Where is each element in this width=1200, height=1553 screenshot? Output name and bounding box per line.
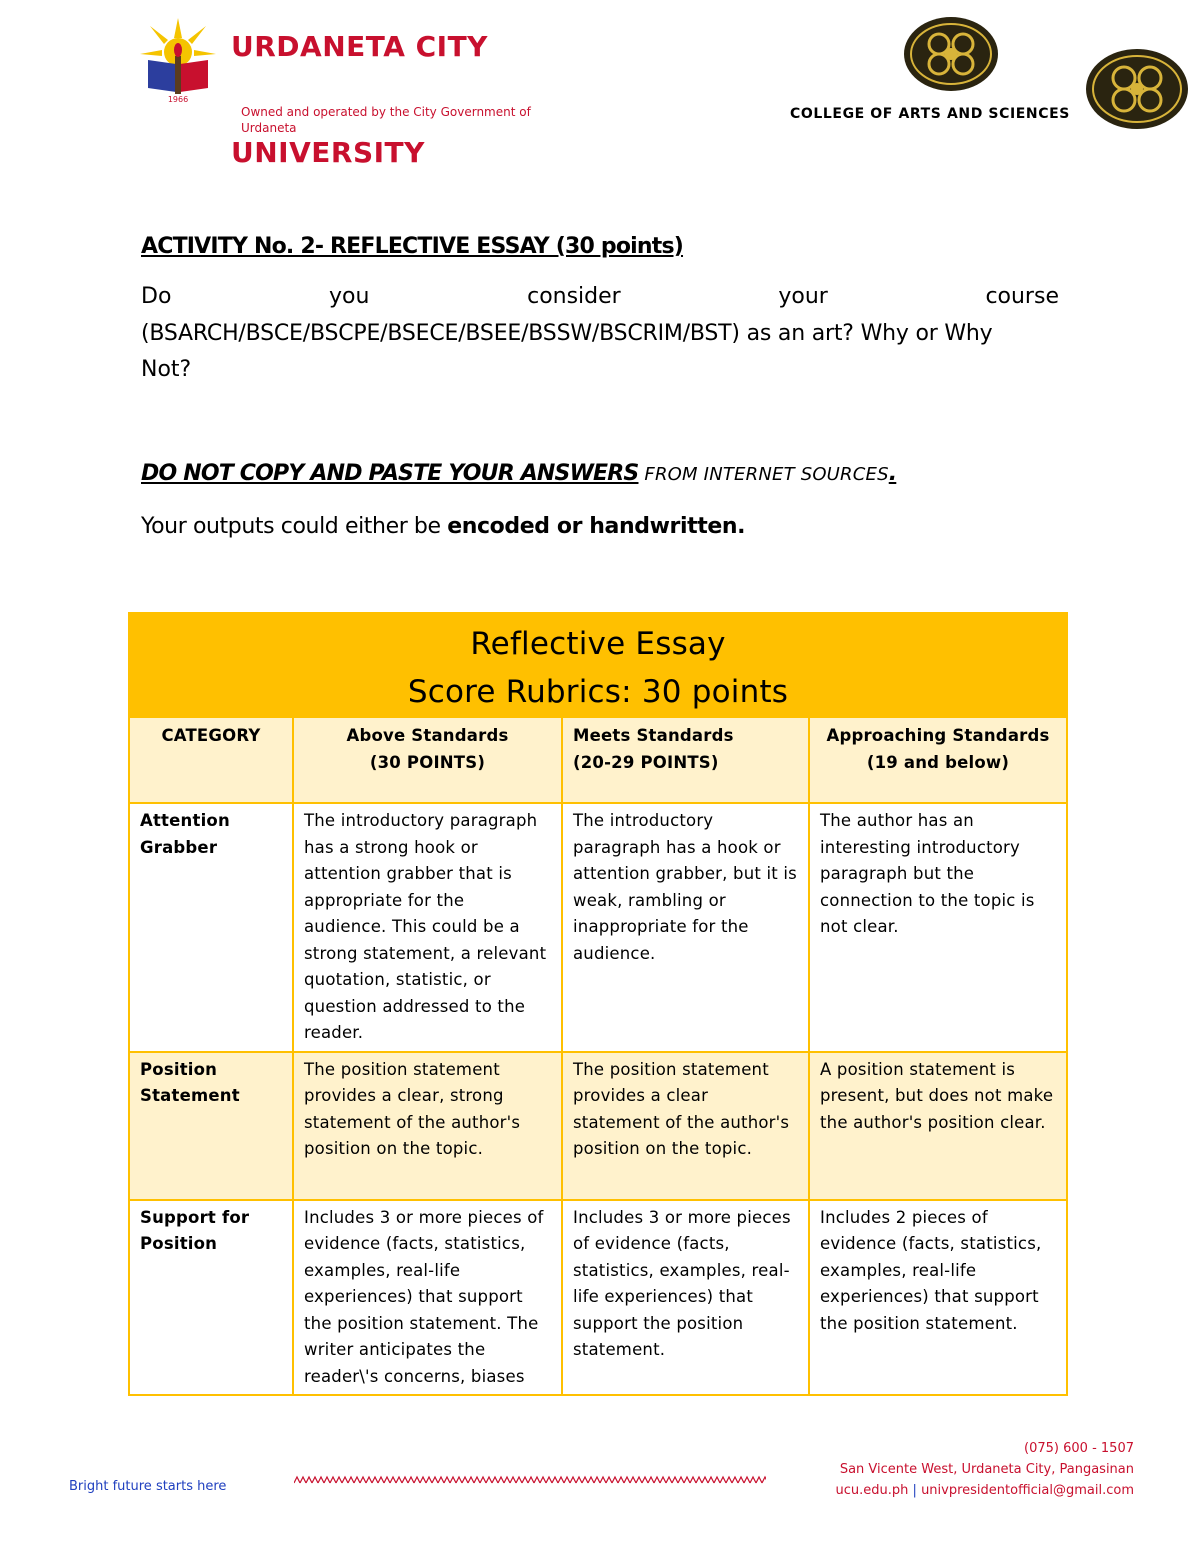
question-line-1 <box>141 284 1059 309</box>
above-cell: Includes 3 or more pieces of evidence (facts, statistics, examples, real-life experiences) that support the position statement. The writer anticipates the reader\'s concerns, biases <box>293 1200 562 1396</box>
rubric-title-line-2: Score Rubrics: 30 points <box>407 674 789 710</box>
copy-warning-rest: FROM INTERNET SOURCES <box>638 464 889 485</box>
question-word: your <box>778 284 828 309</box>
category-cell: Support for Position <box>129 1200 293 1396</box>
above-cell: The introductory paragraph has a strong hook or attention grabber that is appropriate for the audience. This could be a strong statement, a relevant quotation, statistic, or question addressed to the reader. <box>293 803 562 1052</box>
copy-warning-bold: DO NOT COPY AND PASTE YOUR ANSWERS <box>141 461 639 486</box>
question-line-3: Not? <box>141 357 192 382</box>
approaching-cell: Includes 2 pieces of evidence (facts, statistics, examples, real-life experiences) that support the position statement. <box>809 1200 1067 1396</box>
footer-address: San Vicente West, Urdaneta City, Pangasinan <box>839 1462 1134 1477</box>
copy-warning <box>141 461 896 486</box>
category-cell: Position Statement <box>129 1052 293 1200</box>
rubric-table <box>128 612 1068 1396</box>
outputs-note <box>141 514 745 539</box>
logo-year: 1966 <box>167 95 189 104</box>
footer-email-link[interactable]: univpresidentofficial@gmail.com <box>921 1483 1134 1498</box>
rubric-title-line-1: Reflective Essay <box>470 626 726 662</box>
approaching-cell: The author has an interesting introductory paragraph but the connection to the topic is not clear. <box>809 803 1067 1052</box>
table-row <box>129 1052 1067 1200</box>
university-name-top: URDANETA CITY <box>231 30 488 63</box>
footer-separator: | <box>908 1483 922 1498</box>
footer-tagline: Bright future starts here <box>69 1479 227 1494</box>
header-category: CATEGORY <box>129 717 293 803</box>
activity-title: ACTIVITY No. 2- REFLECTIVE ESSAY (30 points) <box>141 234 684 259</box>
question-word: course <box>985 284 1059 309</box>
footer-contact <box>836 1438 1134 1501</box>
university-name-bottom: UNIVERSITY <box>231 136 425 169</box>
college-seal-icon <box>903 16 999 92</box>
question-word: consider <box>527 284 621 309</box>
above-cell: The position statement provides a clear, strong statement of the author's position on the topic. <box>293 1052 562 1200</box>
urdaneta-city-logo <box>140 16 216 104</box>
outputs-note-bold: encoded or handwritten. <box>447 514 746 539</box>
question-word: Do <box>141 284 172 309</box>
footer-divider-pattern <box>294 1475 766 1485</box>
meets-cell: The introductory paragraph has a hook or attention grabber, but it is weak, rambling or inappropriate for the audience. <box>562 803 809 1052</box>
college-name: COLLEGE OF ARTS AND SCIENCES <box>790 106 1070 122</box>
rubric-title <box>129 613 1067 717</box>
question-word: you <box>329 284 370 309</box>
header-approaching-standards: Approaching Standards (19 and below) <box>809 717 1067 803</box>
header-meets-standards: Meets Standards (20-29 POINTS) <box>562 717 809 803</box>
approaching-cell: A position statement is present, but does not make the author's position clear. <box>809 1052 1067 1200</box>
copy-warning-period: . <box>888 461 897 486</box>
meets-cell: The position statement provides a clear statement of the author's position on the topic. <box>562 1052 809 1200</box>
table-row <box>129 803 1067 1052</box>
footer-website-link[interactable]: ucu.edu.ph <box>835 1483 909 1498</box>
header-above-standards: Above Standards (30 POINTS) <box>293 717 562 803</box>
question-line-2: (BSARCH/BSCE/BSCPE/BSECE/BSEE/BSSW/BSCRIM/BST) as an art? Why or Why <box>141 321 993 346</box>
footer-web-line <box>836 1480 1134 1501</box>
table-row <box>129 1200 1067 1396</box>
outputs-note-plain: Your outputs could either be <box>141 514 448 539</box>
meets-cell: Includes 3 or more pieces of evidence (facts, statistics, examples, real-life experiences) that support the position statement. <box>562 1200 809 1396</box>
category-cell: Attention Grabber <box>129 803 293 1052</box>
footer-phone: (075) 600 - 1507 <box>1024 1441 1134 1456</box>
university-seal-icon <box>1085 48 1189 130</box>
owned-by-line: Owned and operated by the City Government of Urdaneta <box>241 105 531 135</box>
